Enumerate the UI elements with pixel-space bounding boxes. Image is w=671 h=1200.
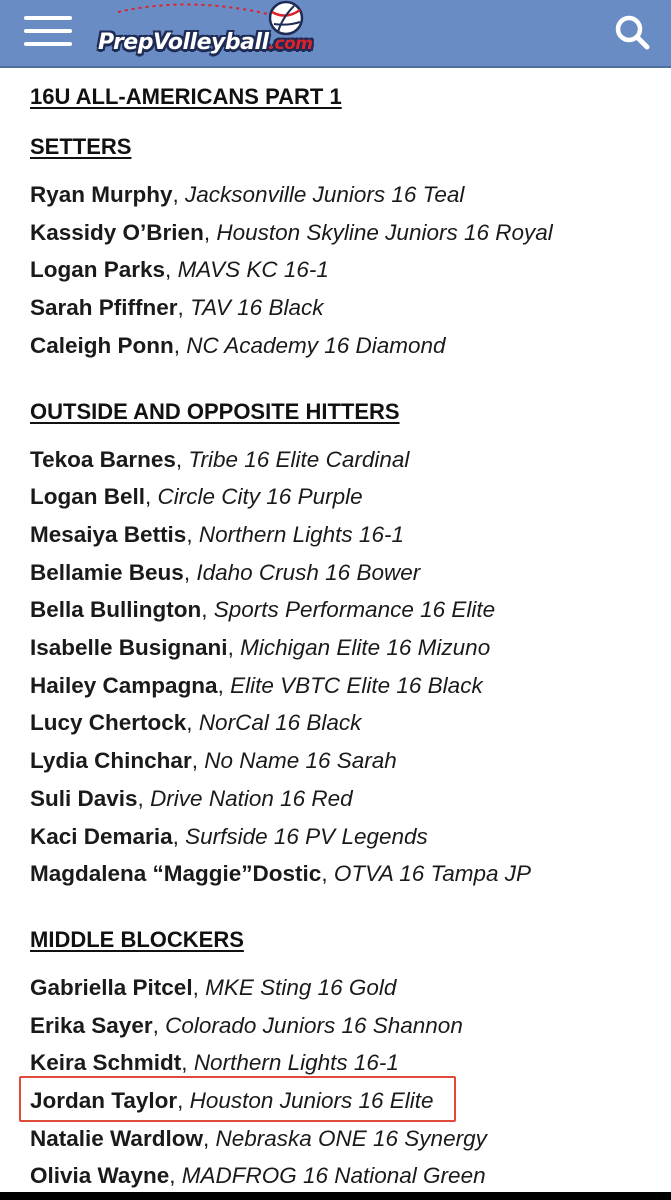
- list-item: Logan Bell, Circle City 16 Purple: [30, 484, 363, 510]
- list-item: Magdalena “Maggie”Dostic, OTVA 16 Tampa JP: [30, 861, 532, 887]
- list-item: Kaci Demaria, Surfside 16 PV Legends: [30, 823, 428, 849]
- list-item: Lucy Chertock, NorCal 16 Black: [30, 710, 362, 736]
- list-item: Ryan Murphy, Jacksonville Juniors 16 Teal: [30, 182, 465, 207]
- list-item: Bellamie Beus, Idaho Crush 16 Bower: [30, 559, 421, 585]
- list-item: Suli Davis, Drive Nation 16 Red: [30, 785, 353, 811]
- list-item: Sarah Pfiffner, TAV 16 Black: [30, 295, 324, 321]
- list-item: Jordan Taylor, Houston Juniors 16 Elite: [30, 1088, 434, 1114]
- setters-list: [30, 176, 660, 365]
- list-item: Tekoa Barnes, Tribe 16 Elite Cardinal: [30, 446, 410, 472]
- list-item: Isabelle Busignani, Michigan Elite 16 Mizuno: [30, 635, 491, 661]
- list-item: Logan Parks, MAVS KC 16-1: [30, 257, 329, 283]
- list-item: Lydia Chinchar, No Name 16 Sarah: [30, 748, 397, 774]
- page-title: 16U ALL-AMERICANS PART 1: [30, 84, 342, 109]
- volleyball-icon: [264, 0, 308, 36]
- hamburger-menu-icon[interactable]: [24, 16, 72, 46]
- logo-text: PrepVolleyball: [98, 30, 269, 55]
- list-item: Keira Schmidt, Northern Lights 16-1: [30, 1050, 399, 1076]
- section-title-setters: SETTERS: [30, 134, 132, 159]
- site-logo[interactable]: [98, 0, 312, 66]
- list-item: Kassidy O’Brien, Houston Skyline Juniors 16 Royal: [30, 219, 553, 245]
- section-title-outside-hitters: OUTSIDE AND OPPOSITE HITTERS: [30, 398, 400, 424]
- highlight-box: [19, 1076, 456, 1122]
- logo-domain: .com: [268, 34, 313, 54]
- search-icon[interactable]: [612, 12, 652, 52]
- list-item: Mesaiya Bettis, Northern Lights 16-1: [30, 521, 404, 547]
- article-content: [30, 82, 660, 1195]
- list-item: Gabriella Pitcel, MKE Sting 16 Gold: [30, 974, 397, 1000]
- list-item: Olivia Wayne, MADFROG 16 National Green: [30, 1163, 486, 1189]
- bottom-edge: [0, 1192, 671, 1200]
- list-item: Erika Sayer, Colorado Juniors 16 Shannon: [30, 1012, 463, 1038]
- list-item: Caleigh Ponn, NC Academy 16 Diamond: [30, 332, 446, 358]
- list-item: Hailey Campagna, Elite VBTC Elite 16 Black: [30, 672, 483, 698]
- outside-hitters-list: [30, 441, 660, 893]
- top-nav-bar: [0, 0, 671, 68]
- section-title-middle-blockers: MIDDLE BLOCKERS: [30, 926, 244, 952]
- list-item: Bella Bullington, Sports Performance 16 Elite: [30, 597, 496, 623]
- list-item: Natalie Wardlow, Nebraska ONE 16 Synergy: [30, 1125, 487, 1151]
